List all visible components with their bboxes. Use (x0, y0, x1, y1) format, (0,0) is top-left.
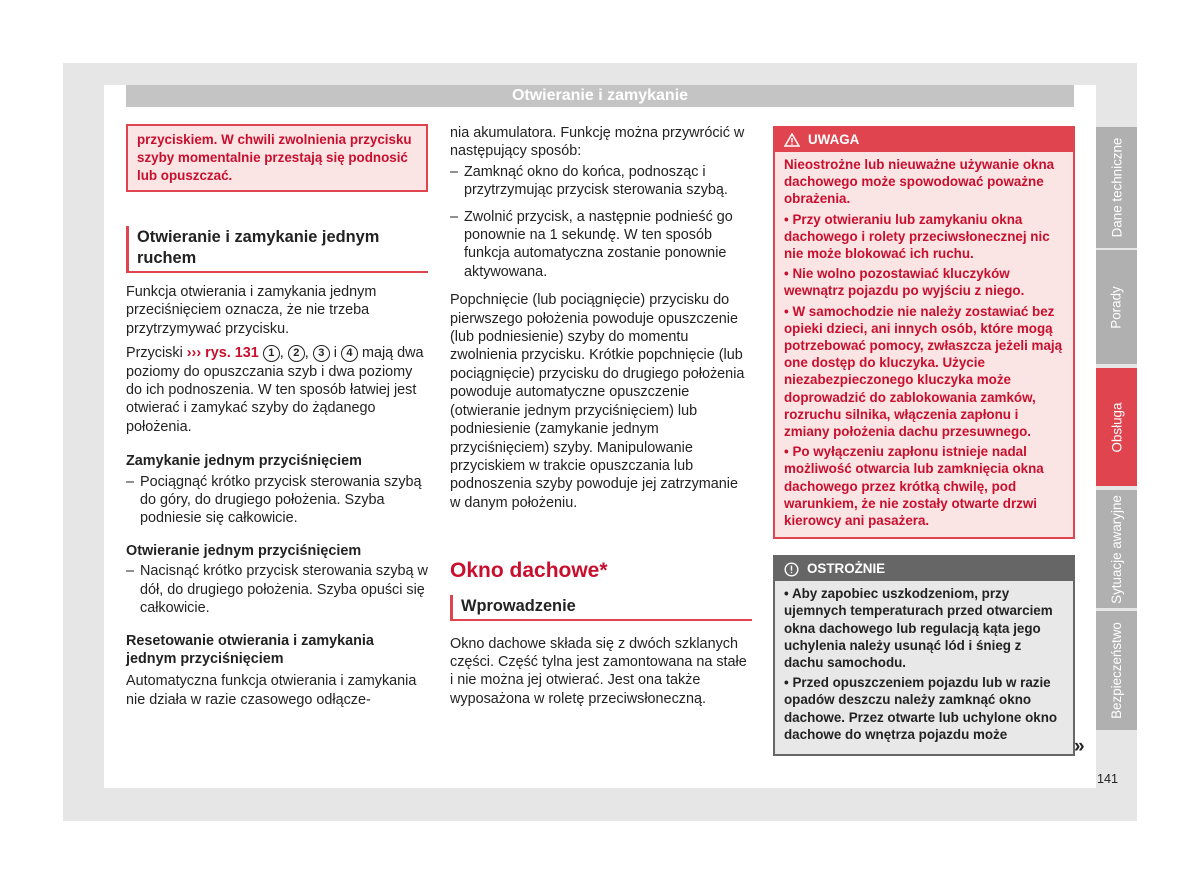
subheading: Resetowanie otwierania i zamykania jednym przyciśnięciem (126, 632, 374, 667)
sep: , (304, 345, 313, 362)
callout-1: 1 (263, 345, 280, 362)
list-item-text: Nacisnąć krótko przycisk sterowania szybą w dół, do drugiego położenia. Szyba opuści się całkowicie. (140, 563, 428, 617)
warning-box-title: UWAGA (808, 131, 860, 147)
tab-bezpieczenstwo[interactable] (1096, 611, 1137, 730)
list-item-text: Pociągnąć krótko przycisk sterowania szybą do góry, do drugiego położenia. Szyba podniesie się całkowicie. (140, 473, 422, 527)
caution-bullet: • Przed opuszczeniem pojazdu lub w razie opadów deszczu należy zamknąć okno dachowe. Przez otwarte lub uchylone okno dachowe do wnętrza pojazdu może (784, 675, 1058, 742)
warning-bullet: • Przy otwieraniu lub zamykaniu okna dachowego i rolety przeciwsłonecznej nic nie może blokować ich ruchu. (784, 211, 1050, 262)
list-item: – Pociągnąć krótko przycisk sterowania szybą do góry, do drugiego położenia. Szyba podniesie się całkowicie. (126, 473, 428, 528)
warning-continuation: przyciskiem. W chwili zwolnienia przycisku szyby momentalnie przestają się podnosić lub opuszczać. (126, 124, 428, 192)
caution-box (773, 555, 1075, 756)
subheading: Otwieranie jednym przyciśnięciem (126, 542, 362, 559)
list-item: – Nacisnąć krótko przycisk sterowania szybą w dół, do drugiego położenia. Szyba opuści się całkowicie. (126, 563, 428, 617)
subheading: Zamykanie jednym przyciśnięciem (126, 453, 362, 470)
caution-box-body (775, 581, 1073, 751)
tab-obsluga[interactable] (1096, 368, 1137, 486)
paragraph: nia akumulatora. Funkcję można przywrócić w następujący sposób: (450, 125, 745, 160)
figure-reference-link[interactable]: ››› rys. 131 (186, 345, 259, 362)
list-item: – Zwolnić przycisk, a następnie podnieść go ponownie na 1 sekundę. W ten sposób funkcja automatyczna zostanie ponownie aktywowana. (450, 208, 752, 282)
callout-3: 3 (313, 345, 330, 362)
tab-label: Obsługa (1109, 402, 1124, 452)
paragraph: Automatyczna funkcja otwierania i zamykania nie działa w razie czasowego odłącze- (126, 673, 417, 708)
warning-intro: Nieostrożne lub nieuważne używanie okna dachowego może spowodować poważne obrażenia. (784, 157, 1055, 207)
caution-bullet-text: Aby zapobiec uszkodzeniom, przy ujemnych temperaturach przed otwarciem okna dachowego lub regulacją kąta jego uchylenia należy usunąć lód i śnieg z dachu samochodu. (784, 586, 1053, 671)
continue-arrow-icon: » (1074, 736, 1085, 757)
chapter-title: Okno dachowe* (450, 559, 608, 583)
text: Przyciski (126, 345, 187, 362)
list-item: – Zamknąć okno do końca, podnosząc i przytrzymując przycisk sterowania szybą. (450, 163, 752, 200)
warning-bullet: • Nie wolno pozostawiać kluczyków wewnątrz pojazdu po wyjściu z niego. (784, 266, 1025, 299)
callout-2: 2 (288, 345, 305, 362)
page-header: Otwieranie i zamykanie (126, 85, 1074, 107)
exclamation-circle-icon (784, 562, 799, 577)
column-2 (450, 124, 752, 708)
tab-label: Bezpieczeństwo (1109, 622, 1125, 719)
paragraph: Funkcja otwierania i zamykania jednym przeciśnięciem oznacza, że nie trzeba przytrzymywać przycisku. (126, 284, 377, 337)
callout-4: 4 (341, 345, 358, 362)
column-1 (126, 124, 428, 709)
warning-bullet: • Po wyłączeniu zapłonu istnieje nadal możliwość otwarcia lub zamknięcia okna dachowego przez krótką chwilę, pod warunkiem, że nie zostały otwarte drzwi kierowcy ani pasażera. (784, 444, 1044, 529)
caution-box-header (775, 557, 1073, 581)
caution-box-title: OSTROŻNIE (807, 561, 886, 577)
warning-bullet-text: W samochodzie nie należy zostawiać bez opieki dzieci, ani innych osób, które mogą potrzebować pomocy, zwłaszcza jeżeli mają one dostęp do kluczyka. Użycie niezabezpieczonego kluczyka może doprowadzić do zablokowania zamków, rozruchu silnika, włączenia zapłonu i zmiany położenia dachu przesuwnego. (784, 303, 1063, 440)
section-title: Wprowadzenie (450, 595, 752, 621)
page-number: 141 (1097, 772, 1119, 786)
warning-box-body (775, 152, 1073, 537)
warning-triangle-icon (784, 133, 800, 147)
tab-label: Sytuacje awaryjne (1109, 494, 1125, 604)
warning-bullet-text: Przy otwieraniu lub zamykaniu okna dachowego i rolety przeciwsłonecznej nic nie może blokować ich ruchu. (784, 211, 1050, 262)
tab-label: Porady (1109, 285, 1124, 329)
list-item-text: Zamknąć okno do końca, podnosząc i przytrzymując przycisk sterowania szybą. (464, 163, 728, 199)
section-title: Otwieranie i zamykanie jednym ruchem (126, 226, 428, 273)
tab-label: Dane techniczne (1109, 137, 1124, 238)
text: mają dwa poziomy do opuszczania szyb i dwa poziomy do ich podnoszenia. W ten sposób łatwiej jest otwierać i zamykać szyby do żądanego położenia. (126, 345, 424, 435)
sep: i (329, 345, 341, 362)
caution-bullet: • Aby zapobiec uszkodzeniom, przy ujemnych temperaturach przed otwarciem okna dachowego lub regulacją kąta jego uchylenia należy usunąć lód i śnieg z dachu samochodu. (784, 586, 1053, 671)
warning-bullet-text: Po wyłączeniu zapłonu istnieje nadal możliwość otwarcia lub zamknięcia okna dachowego przez krótką chwilę, pod warunkiem, że nie zostały otwarte drzwi kierowcy ani pasażera. (784, 444, 1044, 529)
tab-porady[interactable] (1096, 250, 1137, 364)
warning-bullet-text: Nie wolno pozostawiać kluczyków wewnątrz pojazdu po wyjściu z niego. (784, 266, 1025, 299)
paragraph-buttons (126, 344, 428, 436)
caution-bullet-text: Przed opuszczeniem pojazdu lub w razie opadów deszczu należy zamknąć okno dachowe. Przez otwarte lub uchylone okno dachowe do wnętrza pojazdu może (784, 675, 1058, 742)
warning-bullet: • W samochodzie nie należy zostawiać bez opieki dzieci, ani innych osób, które mogą potrzebować pomocy, zwłaszcza jeżeli mają one dostęp do kluczyka. Użycie niezabezpieczonego kluczyka może doprowadzić do zablokowania zamków, rozruchu silnika, włączenia zapłonu i zmiany położenia dachu przesuwnego. (784, 303, 1063, 440)
sep: , (279, 345, 288, 362)
column-3 (773, 126, 1075, 756)
warning-box (773, 126, 1075, 539)
paragraph: Popchnięcie (lub pociągnięcie) przycisku do pierwszego położenia powoduje opuszczenie (lub podniesienie) szyby do momentu zwolnienia przycisku. Krótkie popchnięcie (lub pociągnięcie) przycisku do drugiego położenia powoduje automatyczne opuszczenie (otwieranie jednym przyciśnięciem) lub podniesienie (zamykanie jednym przyciśnięciem) szyby. Manipulowanie przyciskiem w trakcie opuszczania lub podnoszenia szyby powoduje jej zatrzymanie w danym położeniu. (450, 292, 745, 511)
tab-dane-techniczne[interactable] (1096, 127, 1137, 248)
warning-box-header (775, 128, 1073, 152)
tab-sytuacje-awaryjne[interactable] (1096, 490, 1137, 608)
list-item-text: Zwolnić przycisk, a następnie podnieść go ponownie na 1 sekundę. W ten sposób funkcja automatyczna zostanie ponownie aktywowana. (464, 208, 733, 280)
paragraph: Okno dachowe składa się z dwóch szklanych części. Część tylna jest zamontowana na stałe i nie można jej otwierać. Jest ona także wyposażona w roletę przeciwsłoneczną. (450, 635, 747, 707)
